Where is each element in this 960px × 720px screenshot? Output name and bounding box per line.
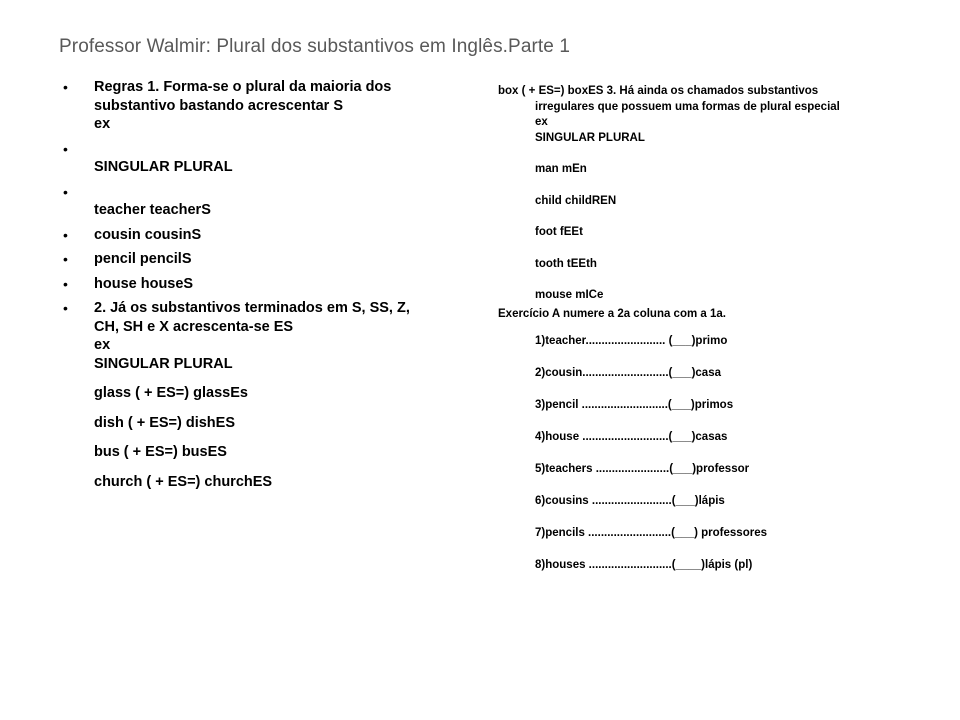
bullet-glyph: • (63, 300, 68, 316)
left-column (63, 78, 463, 497)
pair-house: house houseS (94, 275, 194, 292)
bullet-glyph: • (63, 275, 68, 292)
pair-cousin: cousin cousinS (94, 226, 202, 243)
rule1-ex: ex (94, 116, 111, 132)
irregular-pair: man mEn (535, 163, 587, 175)
exercise-title: Exercício A numere a 2a coluna com a 1a. (498, 307, 726, 320)
rule1-line1: Regras 1. Forma-se o plural da maioria dos (94, 79, 392, 95)
bullet-glyph: • (63, 140, 68, 157)
singular-plural-header-2: SINGULAR PLURAL (94, 355, 233, 372)
exercise-item: 2)cousin...........................(___)casa (535, 367, 721, 379)
slide-title: Professor Walmir: Plural dos substantivos em Inglês.Parte 1 (59, 36, 571, 57)
pair-teacher: teacher teacherS (94, 202, 211, 218)
rule2-ex: ex (94, 337, 111, 353)
bullet-glyph: • (63, 183, 68, 200)
exercise-item: 6)cousins .........................(___)lápis (535, 495, 725, 507)
irregular-pair: foot fEEt (535, 226, 583, 238)
bullet-glyph: • (63, 251, 68, 267)
right-ex: ex (535, 116, 548, 128)
irregular-pair: child childREN (535, 194, 617, 207)
bullet-item-house (63, 275, 463, 294)
right-column (498, 84, 918, 590)
exercise-item: 4)house ...........................(___)casas (535, 431, 728, 443)
bullet-item-teacher (63, 183, 463, 220)
bullet-item-cousin (63, 226, 463, 245)
exercise-item: 8)houses ..........................(____)lápis (pl) (535, 559, 753, 571)
example-church: church ( + ES=) churchES (94, 473, 273, 490)
rule2-line1: 2. Já os substantivos terminados em S, SS, Z, (94, 300, 410, 316)
irregular-pair: tooth tEEth (535, 257, 597, 270)
example-dish: dish ( + ES=) dishES (94, 414, 236, 431)
exercise-list (498, 334, 918, 590)
exercise-item: 1)teacher......................... (___)primo (535, 335, 728, 347)
example-glass: glass ( + ES=) glassEs (94, 385, 248, 401)
bullet-item-pencil (63, 250, 463, 269)
exercise-item: 5)teachers .......................(___)professor (535, 463, 750, 475)
rule2-line2: CH, SH e X acrescenta-se ES (94, 318, 294, 335)
exercise-item: 3)pencil ...........................(___)primos (535, 399, 734, 411)
example-bus: bus ( + ES=) busES (94, 444, 227, 460)
bullet-item-rule1 (63, 78, 463, 134)
singular-plural-header-1: SINGULAR PLURAL (94, 159, 233, 175)
bullet-item-singular-plural-1 (63, 140, 463, 177)
bullet-glyph: • (63, 226, 68, 243)
exercise-item: 7)pencils ..........................(___) professores (535, 527, 767, 539)
irregular-pair: mouse mICe (535, 289, 604, 301)
right-line2: irregulares que possuem uma formas de plural especial (535, 100, 840, 113)
right-line1: box ( + ES=) boxES 3. Há ainda os chamados substantivos (498, 85, 819, 97)
rule1-line2: substantivo bastando acrescentar S (94, 97, 343, 114)
right-singular-plural: SINGULAR PLURAL (535, 131, 645, 144)
bullet-item-rule2 (63, 299, 463, 491)
bullet-glyph: • (63, 79, 68, 95)
pair-pencil: pencil pencilS (94, 251, 192, 267)
